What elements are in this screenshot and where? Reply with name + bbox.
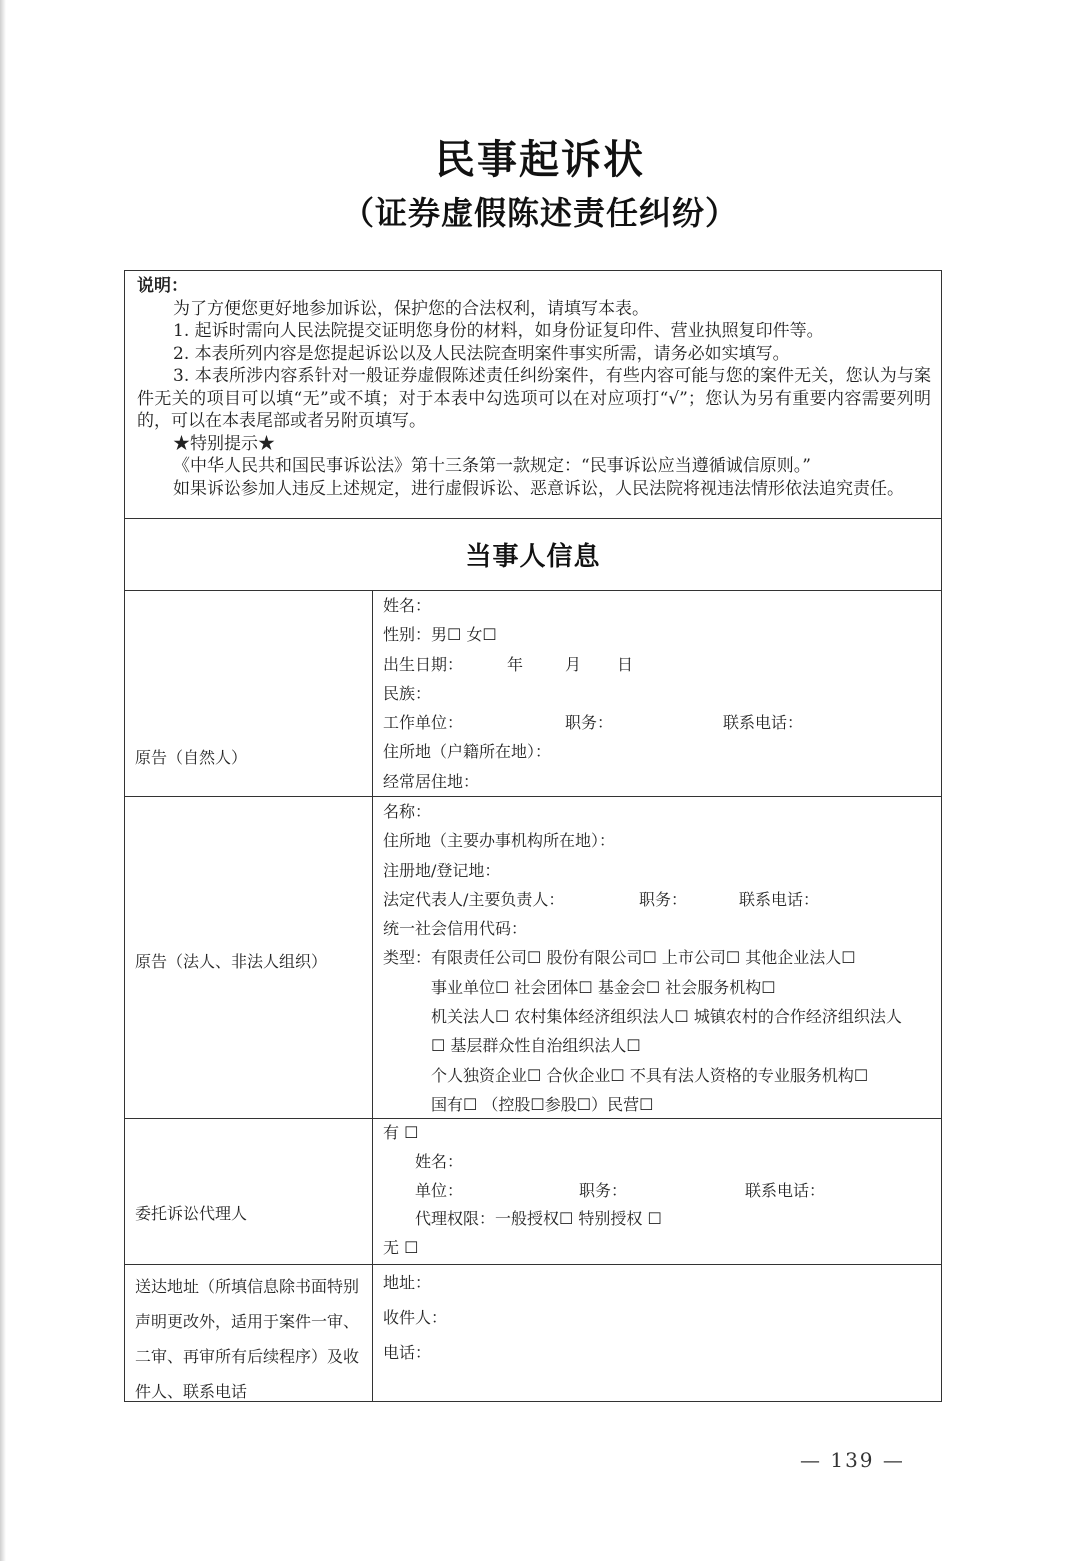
field-type-line-1[interactable] <box>383 943 941 972</box>
phone-label: 联系电话： <box>723 713 804 733</box>
field-registered-place[interactable]: 注册地/登记地： <box>383 860 501 880</box>
agent-authority-options[interactable]: 代理权限：一般授权☐ 特别授权 ☐ <box>415 1209 662 1229</box>
employer-label: 工作单位： <box>383 713 464 733</box>
type-options-3[interactable]: 机关法人☐ 农村集体经济组织法人☐ 城镇农村的合作经济组织法人 <box>431 1007 902 1027</box>
complaint-form <box>124 270 942 1402</box>
field-representative-line[interactable] <box>383 885 941 914</box>
field-birth-date[interactable] <box>383 650 941 679</box>
field-gender[interactable]: 性别：男☐ 女☐ <box>383 625 497 645</box>
agent-unit-line[interactable] <box>383 1177 941 1206</box>
instructions-item-1: 1. 起诉时需向人民法院提交证明您身份的材料，如身份证复印件、营业执照复印件等。 <box>173 321 824 341</box>
page-number: — 139 — <box>800 1448 905 1472</box>
position-label: 职务： <box>565 713 614 733</box>
special-notice-heading: ★特别提示★ <box>173 433 275 454</box>
legal-plaintiff-fields <box>373 797 941 1118</box>
agent-unit-label: 单位： <box>415 1180 464 1200</box>
agent-fields <box>373 1119 941 1264</box>
type-options-2[interactable]: 事业单位☐ 社会团体☐ 基金会☐ 社会服务机构☐ <box>431 977 776 997</box>
field-employer-line[interactable] <box>383 708 941 737</box>
row-service-address <box>125 1265 941 1401</box>
natural-plaintiff-label: 原告（自然人） <box>135 748 248 767</box>
field-name[interactable]: 姓名： <box>383 596 432 615</box>
agent-position-label: 职务： <box>579 1180 628 1200</box>
service-recipient-field[interactable]: 收件人： <box>383 1308 448 1327</box>
birth-year-label: 年 <box>507 654 524 674</box>
instructions-item-3: 3. 本表所涉内容系针对一般证券虚假陈述责任纠纷案件，有些内容可能与您的案件无关，您认为与案件无关的项目可以填“无”或不填；对于本表中勾选项可以在对应项打“√”；您认为另有重要内容需要列明的，可以在本表尾部或者另附页填写。 <box>137 366 931 431</box>
type-options-1[interactable]: 有限责任公司☐ 股份有限公司☐ 上市公司☐ 其他企业法人☐ <box>431 948 856 968</box>
service-label-line-2: 声明更改外，适用于案件一审、 <box>135 1312 360 1331</box>
document-subtitle: （证券虚假陈述责任纠纷） <box>341 194 738 232</box>
service-label-cell <box>125 1265 373 1401</box>
field-org-name[interactable]: 名称： <box>383 802 432 821</box>
instructions-item-2: 2. 本表所列内容是您提起诉讼以及人民法院查明案件事实所需，请务必如实填写。 <box>173 343 790 364</box>
service-fields <box>373 1265 941 1401</box>
service-address-field[interactable]: 地址： <box>383 1273 432 1292</box>
service-label-line-3: 二审、再审所有后续程序）及收 <box>135 1347 360 1366</box>
row-natural-plaintiff <box>125 591 941 797</box>
field-org-address[interactable]: 住所地（主要办事机构所在地）： <box>383 831 616 851</box>
natural-plaintiff-label-cell <box>125 591 373 796</box>
row-legal-plaintiff <box>125 797 941 1119</box>
rep-phone-label: 联系电话： <box>739 889 820 909</box>
birth-month-label: 月 <box>565 654 582 674</box>
type-options-5[interactable]: 个人独资企业☐ 合伙企业☐ 不具有法人资格的专业服务机构☐ <box>431 1065 869 1085</box>
rep-position-label: 职务： <box>639 889 688 909</box>
field-habitual-residence[interactable]: 经常居住地： <box>383 771 480 791</box>
agent-name-field[interactable]: 姓名： <box>415 1151 464 1171</box>
agent-label: 委托诉讼代理人 <box>135 1204 248 1223</box>
instructions-box <box>125 271 941 519</box>
field-credit-code[interactable]: 统一社会信用代码： <box>383 919 528 939</box>
representative-label: 法定代表人/主要负责人： <box>383 889 565 909</box>
instructions-heading: 说明： <box>137 276 188 296</box>
service-label-line-1: 送达地址（所填信息除书面特别 <box>135 1277 360 1296</box>
natural-plaintiff-fields <box>373 591 941 796</box>
agent-no-checkbox[interactable]: 无 ☐ <box>383 1238 419 1258</box>
section-title-parties: 当事人信息 <box>125 519 941 591</box>
document-title: 民事起诉状 <box>435 137 645 183</box>
service-label-line-4: 件人、联系电话 <box>135 1382 248 1401</box>
birth-day-label: 日 <box>617 654 634 674</box>
legal-plaintiff-label-cell <box>125 797 373 1118</box>
agent-phone-label: 联系电话： <box>745 1180 826 1200</box>
agent-yes-checkbox[interactable]: 有 ☐ <box>383 1123 419 1142</box>
field-ethnicity[interactable]: 民族： <box>383 683 432 703</box>
type-options-4[interactable]: ☐ 基层群众性自治组织法人☐ <box>431 1036 641 1056</box>
instructions-intro: 为了方便您更好地参加诉讼，保护您的合法权利，请填写本表。 <box>173 298 649 319</box>
field-residence[interactable]: 住所地（户籍所在地）： <box>383 742 552 762</box>
agent-label-cell <box>125 1119 373 1264</box>
type-options-6[interactable]: 国有☐ （控股☐参股☐）民营☐ <box>431 1094 654 1114</box>
legal-plaintiff-label: 原告（法人、非法人组织） <box>135 952 328 971</box>
service-phone-field[interactable]: 电话： <box>383 1343 432 1362</box>
special-notice-warning: 如果诉讼参加人违反上述规定，进行虚假诉讼、恶意诉讼，人民法院将视违法情形依法追究责任。 <box>173 478 904 499</box>
type-label: 类型： <box>383 948 432 968</box>
page-edge-shadow <box>0 0 6 1561</box>
birth-date-label: 出生日期： <box>383 654 464 674</box>
special-notice-law: 《中华人民共和国民事诉讼法》第十三条第一款规定：“民事诉讼应当遵循诚信原则。” <box>173 456 811 476</box>
row-litigation-agent <box>125 1119 941 1265</box>
